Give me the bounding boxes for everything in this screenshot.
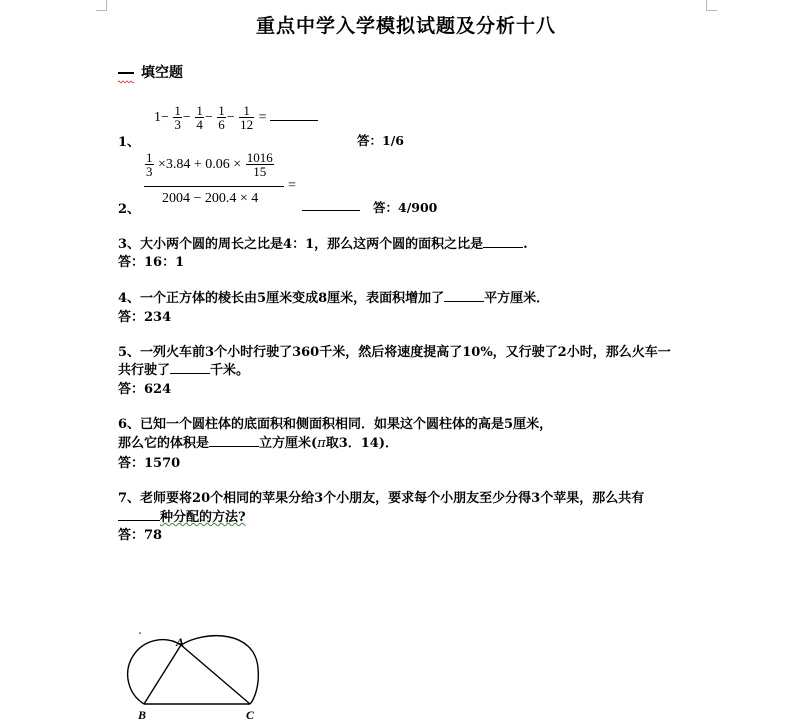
q5-line-1: 5、一列火车前3个小时行驶了360千米，然后将速度提高了10%，又行驶了2小时，那么火车一 xyxy=(118,345,671,360)
q1-expression: 1− $\frac{1}{3}$ − $\frac{1}{4}$ − $\frac{1}{6}$ − $\frac{1}{12}$ = xyxy=(154,104,318,131)
q2-answer: 答：4/900 xyxy=(373,200,438,215)
section-dash xyxy=(118,72,134,74)
right-arc xyxy=(181,636,258,704)
q2-number: 2、 xyxy=(118,202,141,217)
q1-frac-1: $\frac{1}{3}$ xyxy=(174,103,181,132)
q7-answer: 答：78 xyxy=(118,528,163,543)
page-corner-mark-left xyxy=(96,0,107,11)
geometry-figure xyxy=(120,628,270,724)
q1-frac-2: $\frac{1}{4}$ xyxy=(196,103,203,132)
section-label: 填空题 xyxy=(141,65,183,81)
q5-line-2: 共行驶了 千米。 xyxy=(118,363,250,378)
q1-lead: 1 xyxy=(154,109,161,125)
label-c: C xyxy=(246,708,255,722)
line-ab xyxy=(144,645,181,704)
q5-blank xyxy=(170,373,210,374)
q7-line-2: 种分配的方法? xyxy=(118,506,246,525)
q1-answer: 答：1/6 xyxy=(357,133,404,148)
q3-answer: 答：16：1 xyxy=(118,255,185,270)
q4-text: 4、一个正方体的棱长由5厘米变成8厘米，表面积增加了 平方厘米． xyxy=(118,291,550,306)
q6-line-2: 那么它的体积是 立方厘米(π取3．14)． xyxy=(118,436,399,451)
q4-blank xyxy=(444,301,484,302)
q6-answer: 答：1570 xyxy=(118,456,181,471)
q5-answer: 答：624 xyxy=(118,382,172,397)
q1-blank xyxy=(270,120,318,121)
q2-equals: = xyxy=(288,178,296,193)
q6-blank xyxy=(209,446,259,447)
line-ac xyxy=(181,645,250,704)
q2-numerator-mid: ×3.84 + 0.06 × xyxy=(158,156,242,172)
label-a: A xyxy=(176,635,185,649)
q1-frac-4: $\frac{1}{12}$ xyxy=(240,103,254,132)
document-title: 重点中学入学模拟试题及分析十八 xyxy=(255,15,556,37)
label-b: B xyxy=(138,708,147,722)
q2-frac-1: $\frac{1}{3}$ xyxy=(146,150,153,179)
q7-blank xyxy=(118,520,160,521)
q4-answer: 答：234 xyxy=(118,310,172,325)
q1-number: 1、 xyxy=(118,135,141,150)
q7-line-1: 7、老师要将20个相同的苹果分给3个小朋友，要求每个小朋友至少分得3个苹果，那么共有 xyxy=(118,491,645,506)
pi-symbol: π xyxy=(317,436,326,451)
q3-blank xyxy=(483,247,523,248)
q2-blank xyxy=(302,210,360,211)
page-corner-mark-right xyxy=(706,0,717,11)
left-arc xyxy=(128,640,181,704)
spellcheck-underline xyxy=(118,80,135,84)
q2-denominator: 2004 − 200.4 × 4 xyxy=(162,191,259,206)
q1-equals: = xyxy=(258,109,267,125)
q3-text: 3、大小两个圆的周长之比是4：1，那么这两个圆的面积之比是 . xyxy=(118,237,528,252)
q6-line-1: 6、已知一个圆柱体的底面积和侧面积相同．如果这个圆柱体的高是5厘米， xyxy=(118,417,553,432)
q1-frac-3: $\frac{1}{6}$ xyxy=(218,103,225,132)
q2-frac-2: $\frac{1016}{15}$ xyxy=(246,150,273,179)
q2-fraction-bar xyxy=(144,186,284,187)
section-heading xyxy=(118,62,183,82)
q2-numerator xyxy=(144,151,275,178)
